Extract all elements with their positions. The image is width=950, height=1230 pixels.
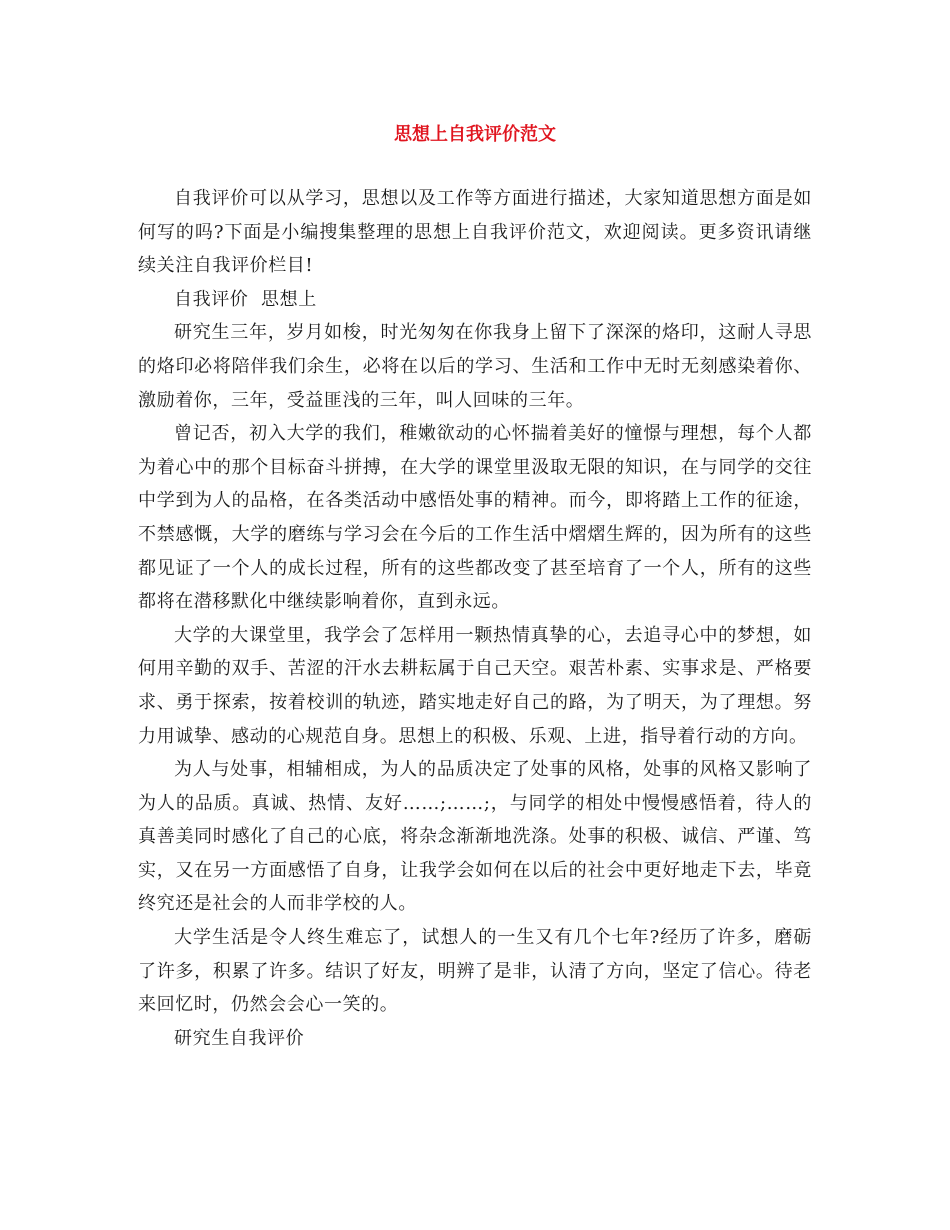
paragraph-body: 曾记否，初入大学的我们，稚嫩欲动的心怀揣着美好的憧憬与理想，每个人都为着心中的那个目标奋斗拼搏，在大学的课堂里汲取无限的知识，在与同学的交往中学到为人的品格，在各类活动中感悟处事的精神。而今，即将踏上工作的征途，不禁感慨，大学的磨练与学习会在今后的工作生活中熠熠生辉的，因为所有的这些都见证了一个人的成长过程，所有的这些都改变了甚至培育了一个人，所有的这些都将在潜移默化中继续影响着你，直到永远。 — [138, 423, 812, 613]
paragraph-body: 大学的大课堂里，我学会了怎样用一颗热情真挚的心，去追寻心中的梦想，如何用辛勤的双手、苦涩的汗水去耕耘属于自己天空。艰苦朴素、实事求是、严格要求、勇于探索，按着校训的轨迹，踏实地走好自己的路，为了明天，为了理想。努力用诚挚、感动的心规范自身。思想上的积极、乐观、上进，指导着行动的方向。 — [138, 624, 812, 747]
section-heading: 自我评价 思想上 — [174, 288, 317, 310]
page-title: 思想上自我评价范文 — [394, 124, 556, 145]
paragraph-body: 研究生三年，岁月如梭，时光匆匆在你我身上留下了深深的烙印，这耐人寻思的烙印必将陪伴我们余生，必将在以后的学习、生活和工作中无时无刻感染着你、激励着你，三年，受益匪浅的三年，叫人回味的三年。 — [138, 322, 812, 411]
paragraph-body: 大学生活是令人终生难忘了，试想人的一生又有几个七年?经历了许多，磨砺了许多，积累了许多。结识了好友，明辨了是非，认清了方向，坚定了信心。待老来回忆时，仍然会会心一笑的。 — [138, 927, 812, 1016]
document-page — [138, 118, 812, 1055]
paragraph-body: 为人与处事，相辅相成，为人的品质决定了处事的风格，处事的风格又影响了为人的品质。真诚、热情、友好……;……;，与同学的相处中慢慢感悟着，待人的真善美同时感化了自己的心底，将杂念渐渐地洗涤。处事的积极、诚信、严谨、笃实，又在另一方面感悟了自身，让我学会如何在以后的社会中更好地走下去，毕竟终究还是社会的人而非学校的人。 — [138, 759, 812, 915]
section-heading: 研究生自我评价 — [174, 1027, 305, 1049]
paragraph-intro: 自我评价可以从学习，思想以及工作等方面进行描述，大家知道思想方面是如何写的吗?下面是小编搜集整理的思想上自我评价范文，欢迎阅读。更多资讯请继续关注自我评价栏目! — [138, 188, 812, 277]
